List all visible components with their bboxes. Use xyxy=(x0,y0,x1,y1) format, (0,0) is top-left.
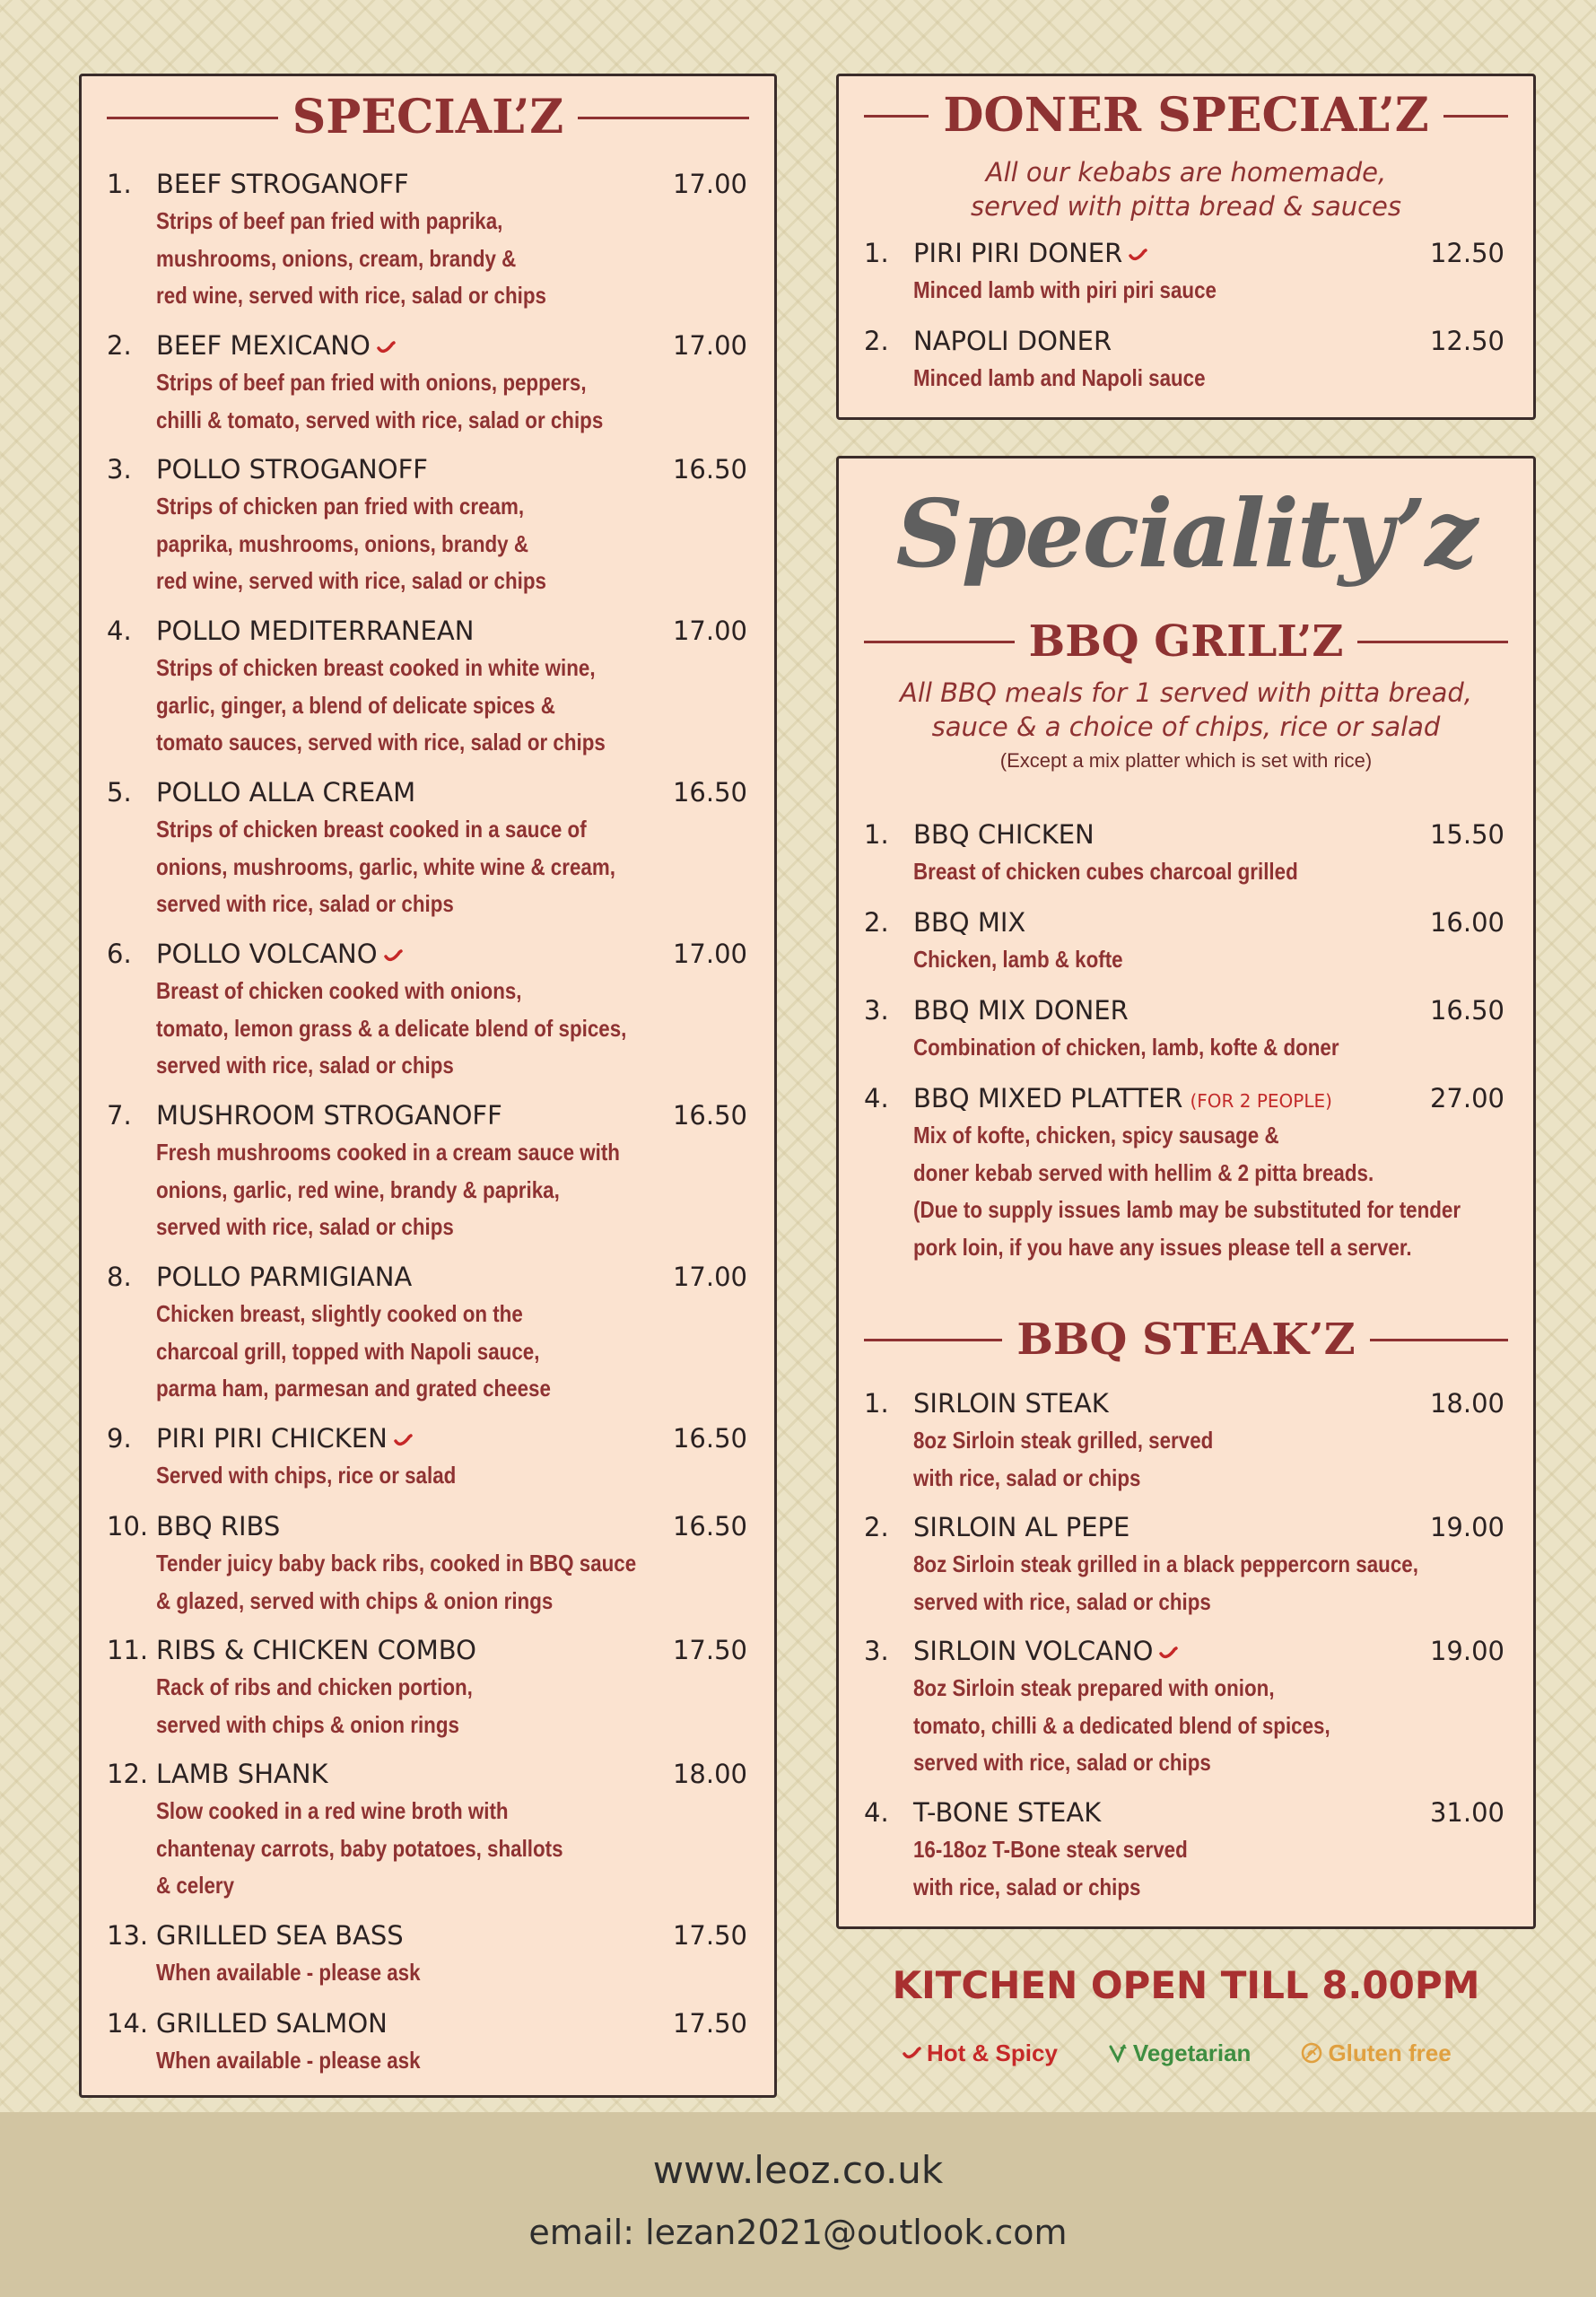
item-name: SIRLOIN STEAK xyxy=(913,1388,1109,1419)
item-number: 3. xyxy=(107,454,132,485)
item-name: LAMB SHANK xyxy=(156,1759,328,1789)
specials-panel xyxy=(79,74,777,2098)
item-description: Chicken, lamb & kofte xyxy=(913,946,1123,973)
item-description: 8oz Sirloin steak grilled, served with rice, salad or chips xyxy=(913,1427,1214,1491)
speciality-title: Speciality’z xyxy=(895,478,1477,589)
item-description: Strips of chicken breast cooked in white wine, garlic, ginger, a blend of delicate spices & tomato sauces, served with rice, salad or chips xyxy=(156,654,606,755)
divider xyxy=(1370,1339,1508,1341)
item-name: RIBS & CHICKEN COMBO xyxy=(156,1635,476,1665)
item-price: 12.50 xyxy=(1429,326,1504,356)
item-name: MUSHROOM STROGANOFF xyxy=(156,1100,502,1131)
item-price: 19.00 xyxy=(1429,1636,1504,1666)
item-description: Fresh mushrooms cooked in a cream sauce with onions, garlic, red wine, brandy & paprika, served with rice, salad or chips xyxy=(156,1139,620,1240)
item-name-row xyxy=(156,616,474,646)
divider xyxy=(1443,115,1508,118)
legend-veg xyxy=(1108,2035,1252,2071)
item-name-row xyxy=(156,1262,412,1292)
item-name-row xyxy=(156,2008,388,2039)
item-number: 9. xyxy=(107,1423,132,1454)
item-number: 14. xyxy=(107,2008,149,2039)
item-name: NAPOLI DONER xyxy=(913,326,1112,356)
item-price: 17.00 xyxy=(672,616,747,646)
item-name: POLLO ALLA CREAM xyxy=(156,777,416,808)
legend-gf xyxy=(1301,2035,1451,2071)
specials-title: SPECIAL’Z xyxy=(292,90,564,144)
item-number: 2. xyxy=(107,330,132,361)
item-description: When available - please ask xyxy=(156,2047,421,2074)
item-name: BEEF MEXICANO xyxy=(156,330,371,361)
item-name-row xyxy=(156,1511,280,1542)
item-description: Minced lamb and Napoli sauce xyxy=(913,364,1206,391)
item-number: 4. xyxy=(107,616,132,646)
item-number: 13. xyxy=(107,1920,149,1951)
chilli-icon xyxy=(393,1430,413,1450)
vegetarian-leaf-icon xyxy=(1108,2043,1128,2063)
item-description: Strips of chicken breast cooked in a sauce of onions, mushrooms, garlic, white wine & cream, served with rice, salad or chips xyxy=(156,816,615,917)
bbq-grill-note: (Except a mix platter which is set with rice) xyxy=(999,749,1373,772)
chilli-icon xyxy=(1128,245,1147,265)
item-name: T-BONE STEAK xyxy=(913,1797,1102,1828)
item-price: 16.50 xyxy=(672,1511,747,1542)
item-name-row xyxy=(156,1635,476,1665)
divider xyxy=(1357,641,1508,643)
item-number: 6. xyxy=(107,939,132,969)
item-name-row xyxy=(156,939,403,969)
item-name-row xyxy=(913,1388,1109,1419)
chilli-icon xyxy=(383,946,403,965)
item-name: POLLO VOLCANO xyxy=(156,939,378,969)
kitchen-hours: KITCHEN OPEN TILL 8.00PM xyxy=(892,1963,1480,2007)
item-name-row xyxy=(156,454,428,485)
item-name-row xyxy=(156,1759,328,1789)
item-name: POLLO PARMIGIANA xyxy=(156,1262,413,1292)
legend-hot-label: Hot & Spicy xyxy=(927,2039,1058,2066)
item-price: 16.50 xyxy=(672,1423,747,1454)
divider xyxy=(864,1339,1002,1341)
item-description: Mix of kofte, chicken, spicy sausage & doner kebab served with hellim & 2 pitta breads. (Due to supply issues lamb may be substituted for tender pork loin, if you have any issues please tell a server. xyxy=(913,1122,1461,1261)
item-name-row xyxy=(156,1423,413,1454)
doner-title: DONER SPECIAL’Z xyxy=(943,88,1429,143)
item-name: GRILLED SALMON xyxy=(156,2008,388,2039)
item-name: SIRLOIN VOLCANO xyxy=(913,1636,1154,1666)
item-price: 18.00 xyxy=(672,1759,747,1789)
item-name: GRILLED SEA BASS xyxy=(156,1920,404,1951)
item-name-row xyxy=(156,330,396,361)
divider xyxy=(864,115,929,118)
item-name-row xyxy=(156,169,409,199)
item-price: 19.00 xyxy=(1429,1512,1504,1542)
bbq-grill-title: BBQ GRILL’Z xyxy=(1028,616,1344,667)
item-name-row xyxy=(913,1636,1178,1666)
item-number: 12. xyxy=(107,1759,149,1789)
chilli-icon xyxy=(902,2043,921,2063)
divider xyxy=(864,641,1015,643)
email-link[interactable]: email: lezan2021@outlook.com xyxy=(528,2213,1068,2252)
item-number: 11. xyxy=(107,1635,149,1665)
item-description: Served with chips, rice or salad xyxy=(156,1462,457,1489)
specials-heading-row xyxy=(82,90,774,144)
gluten-free-icon xyxy=(1301,2042,1322,2064)
item-name-row xyxy=(913,995,1129,1026)
item-number: 2. xyxy=(864,326,889,356)
legend xyxy=(902,2035,1452,2071)
item-name: POLLO STROGANOFF xyxy=(156,454,428,485)
item-description: Breast of chicken cubes charcoal grilled xyxy=(913,858,1298,885)
item-description: 8oz Sirloin steak grilled in a black peppercorn sauce, served with rice, salad or chips xyxy=(913,1550,1418,1615)
item-price: 17.00 xyxy=(672,330,747,361)
chilli-icon xyxy=(376,337,396,357)
item-price: 17.00 xyxy=(672,1262,747,1292)
item-price: 17.50 xyxy=(672,1635,747,1665)
item-number: 10. xyxy=(107,1511,149,1542)
item-number: 2. xyxy=(864,1512,889,1542)
item-price: 12.50 xyxy=(1429,238,1504,268)
item-description: Tender juicy baby back ribs, cooked in BBQ sauce & glazed, served with chips & onion rings xyxy=(156,1550,637,1614)
legend-gf-label: Gluten free xyxy=(1328,2039,1452,2066)
item-description: 16-18oz T-Bone steak served with rice, salad or chips xyxy=(913,1836,1188,1900)
item-name: BBQ MIXED PLATTER xyxy=(913,1083,1183,1114)
item-description: Chicken breast, slightly cooked on the charcoal grill, topped with Napoli sauce, parma ham, parmesan and grated cheese xyxy=(156,1300,551,1402)
bbq-steak-heading-row xyxy=(839,1314,1533,1365)
item-number: 8. xyxy=(107,1262,132,1292)
chilli-icon xyxy=(1158,1643,1178,1663)
item-description: Strips of chicken pan fried with cream, paprika, mushrooms, onions, brandy & red wine, served with rice, salad or chips xyxy=(156,493,546,594)
item-description: Minced lamb with piri piri sauce xyxy=(913,276,1217,303)
item-price: 31.00 xyxy=(1429,1797,1504,1828)
item-number: 1. xyxy=(864,238,889,268)
bbq-grill-heading-row xyxy=(839,616,1533,667)
item-number: 4. xyxy=(864,1083,889,1114)
footer xyxy=(0,2112,1596,2297)
doner-subtitle-1: All our kebabs are homemade, xyxy=(985,157,1387,188)
item-name-row xyxy=(913,907,1025,938)
item-price: 16.00 xyxy=(1429,907,1504,938)
item-description: Slow cooked in a red wine broth with chantenay carrots, baby potatoes, shallots & celery xyxy=(156,1797,563,1899)
item-price: 18.00 xyxy=(1429,1388,1504,1419)
item-description: Rack of ribs and chicken portion, served with chips & onion rings xyxy=(156,1673,473,1738)
bbq-grill-subtitle-1: All BBQ meals for 1 served with pitta bread, xyxy=(899,677,1473,708)
item-number: 1. xyxy=(864,1388,889,1419)
item-name: POLLO MEDITERRANEAN xyxy=(156,616,475,646)
item-price: 27.00 xyxy=(1429,1083,1504,1114)
item-description: Breast of chicken cooked with onions, tomato, lemon grass & a delicate blend of spices, served with rice, salad or chips xyxy=(156,977,627,1079)
doner-heading-row xyxy=(839,88,1533,143)
item-price: 16.50 xyxy=(672,1100,747,1131)
speciality-panel xyxy=(836,456,1536,1929)
divider xyxy=(107,117,278,119)
item-number: 2. xyxy=(864,907,889,938)
website-link[interactable]: www.leoz.co.uk xyxy=(652,2148,944,2192)
item-price: 16.50 xyxy=(1429,995,1504,1026)
item-name: BEEF STROGANOFF xyxy=(156,169,409,199)
item-number: 1. xyxy=(864,819,889,850)
item-price: 17.00 xyxy=(672,169,747,199)
divider xyxy=(578,117,749,119)
item-name: BBQ CHICKEN xyxy=(913,819,1095,850)
legend-veg-label: Vegetarian xyxy=(1132,2039,1252,2066)
item-price: 16.50 xyxy=(672,454,747,485)
item-name: PIRI PIRI CHICKEN xyxy=(156,1423,388,1454)
item-number: 3. xyxy=(864,995,889,1026)
item-number: 3. xyxy=(864,1636,889,1666)
item-name-row xyxy=(913,238,1147,268)
item-price: 16.50 xyxy=(672,777,747,808)
item-price: 15.50 xyxy=(1429,819,1504,850)
item-description: Combination of chicken, lamb, kofte & doner xyxy=(913,1034,1339,1061)
bbq-steak-title: BBQ STEAK’Z xyxy=(1016,1314,1356,1365)
item-name-row xyxy=(913,326,1112,356)
item-name: BBQ RIBS xyxy=(156,1511,281,1542)
item-name: PIRI PIRI DONER xyxy=(913,238,1123,268)
item-name: SIRLOIN AL PEPE xyxy=(913,1512,1130,1542)
item-description: When available - please ask xyxy=(156,1959,421,1986)
item-price: 17.50 xyxy=(672,2008,747,2039)
item-name: BBQ MIX DONER xyxy=(913,995,1129,1026)
item-description: Strips of beef pan fried with paprika, mushrooms, onions, cream, brandy & red wine, served with rice, salad or chips xyxy=(156,207,546,309)
item-number: 1. xyxy=(107,169,132,199)
item-name-row xyxy=(156,1100,502,1131)
bbq-grill-subtitle-2: sauce & a choice of chips, rice or salad xyxy=(931,712,1441,742)
item-description: 8oz Sirloin steak prepared with onion, tomato, chilli & a dedicated blend of spices, served with rice, salad or chips xyxy=(913,1674,1330,1776)
legend-hot xyxy=(902,2035,1058,2071)
item-name-row xyxy=(156,1920,404,1951)
doner-subtitle-2: served with pitta bread & sauces xyxy=(970,191,1401,222)
item-description: Strips of beef pan fried with onions, peppers, chilli & tomato, served with rice, salad or chips xyxy=(156,369,604,433)
item-price: 17.50 xyxy=(672,1920,747,1951)
item-name-row xyxy=(913,1512,1129,1542)
item-name-row xyxy=(913,1083,1332,1114)
item-number: 4. xyxy=(864,1797,889,1828)
item-price: 17.00 xyxy=(672,939,747,969)
item-number: 7. xyxy=(107,1100,132,1131)
item-name: BBQ MIX xyxy=(913,907,1026,938)
item-name-row xyxy=(913,1797,1101,1828)
item-name-note: (FOR 2 PEOPLE) xyxy=(1190,1090,1332,1112)
item-name-row xyxy=(156,777,415,808)
doner-panel xyxy=(836,74,1536,420)
item-name-row xyxy=(913,819,1095,850)
item-number: 5. xyxy=(107,777,132,808)
